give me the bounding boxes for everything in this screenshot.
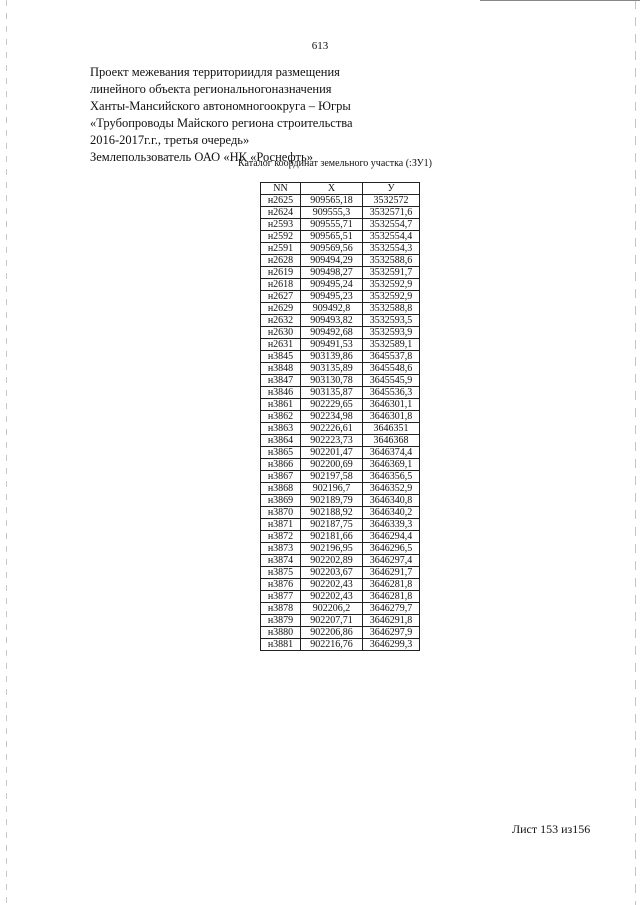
- cell-y: 3646281,8: [363, 591, 420, 603]
- cell-y: 3646339,3: [363, 519, 420, 531]
- table-row: [261, 507, 420, 519]
- cell-nn: н2628: [261, 255, 301, 267]
- table-row: [261, 567, 420, 579]
- cell-nn: н3864: [261, 435, 301, 447]
- cell-x: 902206,2: [301, 603, 363, 615]
- cell-y: 3645548,6: [363, 363, 420, 375]
- cell-nn: н3863: [261, 423, 301, 435]
- cell-x: 902202,43: [301, 591, 363, 603]
- cell-x: 902197,58: [301, 471, 363, 483]
- cell-nn: н3874: [261, 555, 301, 567]
- table-row: [261, 591, 420, 603]
- cell-nn: н3848: [261, 363, 301, 375]
- table-row: [261, 543, 420, 555]
- cell-y: 3532592,9: [363, 279, 420, 291]
- cell-nn: н2630: [261, 327, 301, 339]
- cell-x: 902202,89: [301, 555, 363, 567]
- header-line: Проект межевания территориидля размещения: [90, 65, 340, 79]
- cell-nn: н2592: [261, 231, 301, 243]
- table-row: [261, 495, 420, 507]
- table-row: [261, 363, 420, 375]
- cell-y: 3532592,9: [363, 291, 420, 303]
- table-row: [261, 291, 420, 303]
- table-row: [261, 555, 420, 567]
- cell-y: 3532593,9: [363, 327, 420, 339]
- cell-x: 902181,66: [301, 531, 363, 543]
- cell-x: 903135,89: [301, 363, 363, 375]
- cell-x: 902216,76: [301, 639, 363, 651]
- cell-y: 3646301,1: [363, 399, 420, 411]
- cell-y: 3532571,6: [363, 207, 420, 219]
- cell-nn: н3865: [261, 447, 301, 459]
- cell-nn: н3861: [261, 399, 301, 411]
- header-line: Землепользователь ОАО «НК «Роснефть»: [90, 150, 313, 164]
- cell-x: 909555,3: [301, 207, 363, 219]
- cell-x: 909569,56: [301, 243, 363, 255]
- cell-y: 3532589,1: [363, 339, 420, 351]
- cell-y: 3645545,9: [363, 375, 420, 387]
- cell-x: 909493,82: [301, 315, 363, 327]
- cell-x: 909565,18: [301, 195, 363, 207]
- document-header: [90, 64, 410, 166]
- cell-nn: н3871: [261, 519, 301, 531]
- page-number: 613: [311, 40, 329, 52]
- header-line: «Трубопроводы Майского региона строительства: [90, 116, 353, 130]
- header-line: линейного объекта региональногоназначения: [90, 82, 332, 96]
- cell-nn: н3867: [261, 471, 301, 483]
- cell-y: 3646281,8: [363, 579, 420, 591]
- cell-x: 902203,67: [301, 567, 363, 579]
- table-row: [261, 327, 420, 339]
- cell-y: 3646352,9: [363, 483, 420, 495]
- cell-nn: н3881: [261, 639, 301, 651]
- cell-x: 902188,92: [301, 507, 363, 519]
- cell-x: 902207,71: [301, 615, 363, 627]
- cell-nn: н2625: [261, 195, 301, 207]
- table-row: [261, 627, 420, 639]
- cell-x: 902201,47: [301, 447, 363, 459]
- cell-nn: н3862: [261, 411, 301, 423]
- cell-y: 3646294,4: [363, 531, 420, 543]
- cell-x: 903135,87: [301, 387, 363, 399]
- coordinates-table: [260, 182, 420, 651]
- column-header-nn: NN: [261, 183, 301, 195]
- cell-nn: н2624: [261, 207, 301, 219]
- table-row: [261, 615, 420, 627]
- cell-y: 3646356,5: [363, 471, 420, 483]
- cell-y: 3645537,8: [363, 351, 420, 363]
- table-row: [261, 459, 420, 471]
- cell-x: 902223,73: [301, 435, 363, 447]
- table-row: [261, 435, 420, 447]
- table-row: [261, 279, 420, 291]
- cell-y: 3646351: [363, 423, 420, 435]
- sheet-number: Лист 153 из156: [512, 822, 591, 836]
- table-row: [261, 219, 420, 231]
- cell-nn: н3869: [261, 495, 301, 507]
- cell-y: 3532572: [363, 195, 420, 207]
- cell-y: 3532554,3: [363, 243, 420, 255]
- table-row: [261, 411, 420, 423]
- cell-nn: н2629: [261, 303, 301, 315]
- cell-nn: н3879: [261, 615, 301, 627]
- cell-nn: н2632: [261, 315, 301, 327]
- cell-y: 3532591,7: [363, 267, 420, 279]
- cell-y: 3646374,4: [363, 447, 420, 459]
- cell-x: 902226,61: [301, 423, 363, 435]
- cell-y: 3646340,2: [363, 507, 420, 519]
- cell-x: 902189,79: [301, 495, 363, 507]
- table-row: [261, 195, 420, 207]
- table-row: [261, 231, 420, 243]
- cell-y: 3532593,5: [363, 315, 420, 327]
- table-row: [261, 519, 420, 531]
- table-row: [261, 423, 420, 435]
- table-row: [261, 603, 420, 615]
- cell-x: 902196,95: [301, 543, 363, 555]
- cell-x: 909492,68: [301, 327, 363, 339]
- cell-nn: н3872: [261, 531, 301, 543]
- table-row: [261, 447, 420, 459]
- table-row: [261, 387, 420, 399]
- cell-nn: н3847: [261, 375, 301, 387]
- cell-nn: н3873: [261, 543, 301, 555]
- scan-edge-left: [6, 0, 7, 905]
- table-row: [261, 483, 420, 495]
- cell-nn: н2591: [261, 243, 301, 255]
- cell-y: 3646301,8: [363, 411, 420, 423]
- cell-x: 902200,69: [301, 459, 363, 471]
- cell-y: 3532554,7: [363, 219, 420, 231]
- cell-nn: н2631: [261, 339, 301, 351]
- cell-x: 902187,75: [301, 519, 363, 531]
- table-row: [261, 531, 420, 543]
- cell-x: 902202,43: [301, 579, 363, 591]
- cell-y: 3646340,8: [363, 495, 420, 507]
- cell-nn: н3870: [261, 507, 301, 519]
- table-row: [261, 243, 420, 255]
- cell-y: 3646297,4: [363, 555, 420, 567]
- cell-y: 3646368: [363, 435, 420, 447]
- cell-nn: н2627: [261, 291, 301, 303]
- cell-y: 3646291,7: [363, 567, 420, 579]
- cell-x: 909492,8: [301, 303, 363, 315]
- header-line: 2016-2017г.г., третья очередь»: [90, 133, 250, 147]
- table-row: [261, 639, 420, 651]
- cell-x: 902206,86: [301, 627, 363, 639]
- table-row: [261, 399, 420, 411]
- cell-nn: н2593: [261, 219, 301, 231]
- cell-nn: н2618: [261, 279, 301, 291]
- cell-x: 902234,98: [301, 411, 363, 423]
- cell-nn: н3876: [261, 579, 301, 591]
- cell-y: 3646299,3: [363, 639, 420, 651]
- table-row: [261, 255, 420, 267]
- table-row: [261, 471, 420, 483]
- cell-y: 3646296,5: [363, 543, 420, 555]
- scan-edge-top: [480, 0, 640, 1]
- cell-y: 3646369,1: [363, 459, 420, 471]
- scan-edge-right: [635, 0, 636, 905]
- table-header-row: [261, 183, 420, 195]
- cell-y: 3532588,8: [363, 303, 420, 315]
- cell-x: 902229,65: [301, 399, 363, 411]
- cell-x: 909491,53: [301, 339, 363, 351]
- catalog-title: Каталог координат земельного участка (:ЗУ1): [238, 158, 432, 169]
- cell-nn: н2619: [261, 267, 301, 279]
- table-row: [261, 267, 420, 279]
- cell-nn: н3875: [261, 567, 301, 579]
- cell-x: 909494,29: [301, 255, 363, 267]
- cell-nn: н3846: [261, 387, 301, 399]
- table-row: [261, 207, 420, 219]
- table-row: [261, 375, 420, 387]
- cell-nn: н3878: [261, 603, 301, 615]
- cell-x: 902196,7: [301, 483, 363, 495]
- cell-nn: н3868: [261, 483, 301, 495]
- cell-nn: н3845: [261, 351, 301, 363]
- table-row: [261, 339, 420, 351]
- cell-x: 909565,51: [301, 231, 363, 243]
- table-row: [261, 315, 420, 327]
- cell-y: 3532554,4: [363, 231, 420, 243]
- table-body: [261, 195, 420, 651]
- header-line: Ханты-Мансийского автономногоокруга – Югры: [90, 99, 351, 113]
- cell-y: 3646279,7: [363, 603, 420, 615]
- cell-nn: н3877: [261, 591, 301, 603]
- cell-nn: н3880: [261, 627, 301, 639]
- cell-y: 3646297,9: [363, 627, 420, 639]
- cell-nn: н3866: [261, 459, 301, 471]
- table-row: [261, 351, 420, 363]
- cell-y: 3646291,8: [363, 615, 420, 627]
- cell-x: 909498,27: [301, 267, 363, 279]
- cell-x: 903139,86: [301, 351, 363, 363]
- cell-y: 3645536,3: [363, 387, 420, 399]
- table-row: [261, 579, 420, 591]
- table-row: [261, 303, 420, 315]
- cell-x: 909495,24: [301, 279, 363, 291]
- cell-x: 903130,78: [301, 375, 363, 387]
- cell-x: 909555,71: [301, 219, 363, 231]
- cell-y: 3532588,6: [363, 255, 420, 267]
- cell-x: 909495,23: [301, 291, 363, 303]
- column-header-x: X: [301, 183, 363, 195]
- column-header-y: У: [363, 183, 420, 195]
